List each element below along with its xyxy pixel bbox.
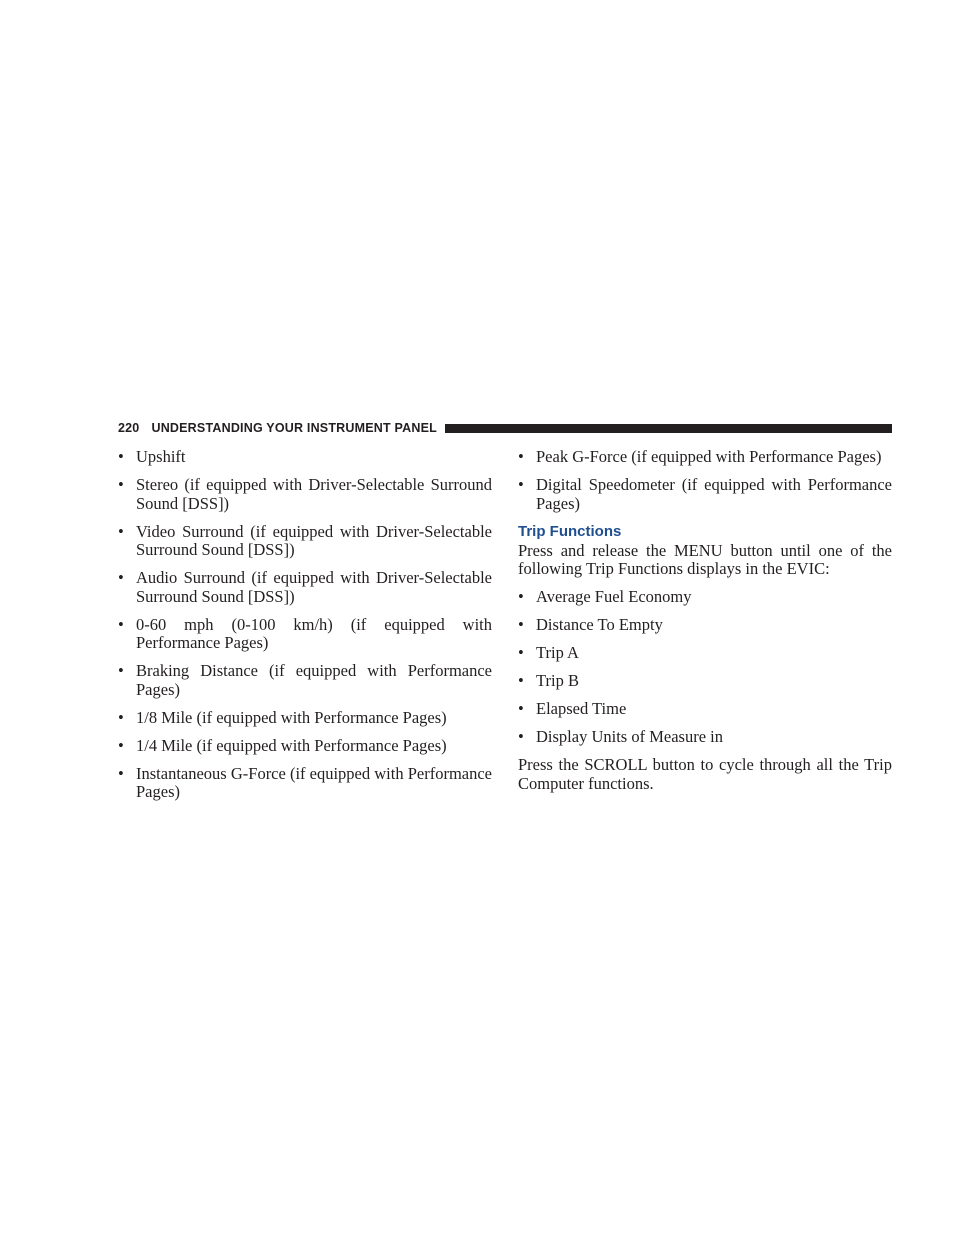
list-item — [518, 588, 892, 607]
header-rule — [445, 424, 892, 433]
page-number: 220 — [118, 421, 140, 435]
bullet-icon: • — [518, 587, 524, 607]
feature-list — [118, 448, 492, 802]
list-item — [518, 476, 892, 513]
list-item — [118, 737, 492, 756]
bullet-icon: • — [118, 707, 124, 727]
list-item-text: 1/4 Mile (if equipped with Performance Pages) — [136, 735, 447, 755]
bullet-icon: • — [518, 699, 524, 719]
list-item-text: Stereo (if equipped with Driver-Selectable Surround Sound [DSS]) — [136, 474, 492, 513]
list-item-text: Display Units of Measure in — [536, 727, 723, 747]
bullet-icon: • — [518, 727, 524, 747]
list-item-text: Braking Distance (if equipped with Performance Pages) — [136, 661, 492, 699]
bullet-icon: • — [118, 474, 124, 494]
list-item-text: Average Fuel Economy — [536, 587, 692, 607]
list-item-text: Video Surround (if equipped with Driver-Selectable Surround Sound [DSS]) — [136, 521, 492, 560]
list-item — [518, 644, 892, 663]
list-item — [118, 616, 492, 653]
bullet-icon: • — [118, 763, 124, 783]
bullet-icon: • — [118, 521, 124, 541]
list-item-text: 1/8 Mile (if equipped with Performance Pages) — [136, 707, 447, 727]
bullet-icon: • — [118, 661, 124, 681]
list-item-text: Distance To Empty — [536, 615, 663, 635]
bullet-icon: • — [118, 447, 124, 466]
list-item — [118, 569, 492, 606]
left-column — [118, 448, 492, 811]
bullet-icon: • — [118, 735, 124, 755]
list-item-text: Audio Surround (if equipped with Driver-Selectable Surround Sound [DSS]) — [136, 568, 492, 606]
list-item — [118, 709, 492, 728]
list-item — [518, 616, 892, 635]
list-item-text: Digital Speedometer (if equipped with Performance Pages) — [536, 474, 892, 513]
page-header — [118, 419, 892, 437]
right-column — [518, 448, 892, 803]
list-item-text: Trip A — [536, 643, 579, 663]
bullet-icon: • — [518, 643, 524, 663]
list-item — [118, 476, 492, 513]
bullet-icon: • — [518, 615, 524, 635]
bullet-icon: • — [518, 447, 524, 466]
list-item — [518, 672, 892, 691]
list-item-text: Trip B — [536, 671, 579, 691]
trip-functions-heading: Trip Functions — [518, 522, 622, 540]
feature-list-continued — [518, 448, 892, 513]
bullet-icon: • — [518, 474, 524, 494]
bullet-icon: • — [118, 614, 124, 634]
section-title: UNDERSTANDING YOUR INSTRUMENT PANEL — [151, 421, 437, 435]
closing-paragraph: Press the SCROLL button to cycle through all the Trip Computer functions. — [518, 755, 892, 793]
list-item — [518, 728, 892, 747]
bullet-icon: • — [118, 568, 124, 588]
bullet-icon: • — [518, 671, 524, 691]
list-item — [518, 448, 892, 467]
list-item-text: Instantaneous G-Force (if equipped with Performance Pages) — [136, 763, 493, 802]
list-item-text: 0-60 mph (0-100 km/h) (if equipped with Performance Pages) — [136, 614, 492, 653]
trip-functions-list — [518, 588, 892, 747]
list-item — [518, 700, 892, 719]
list-item-text: Peak G-Force (if equipped with Performance Pages) — [536, 447, 882, 466]
list-item — [118, 523, 492, 560]
list-item — [118, 765, 492, 802]
list-item-text: Upshift — [136, 447, 186, 466]
list-item — [118, 448, 492, 467]
intro-paragraph: Press and release the MENU button until one of the following Trip Functions displays in the EVIC: — [518, 540, 892, 579]
list-item-text: Elapsed Time — [536, 699, 627, 719]
list-item — [118, 662, 492, 699]
